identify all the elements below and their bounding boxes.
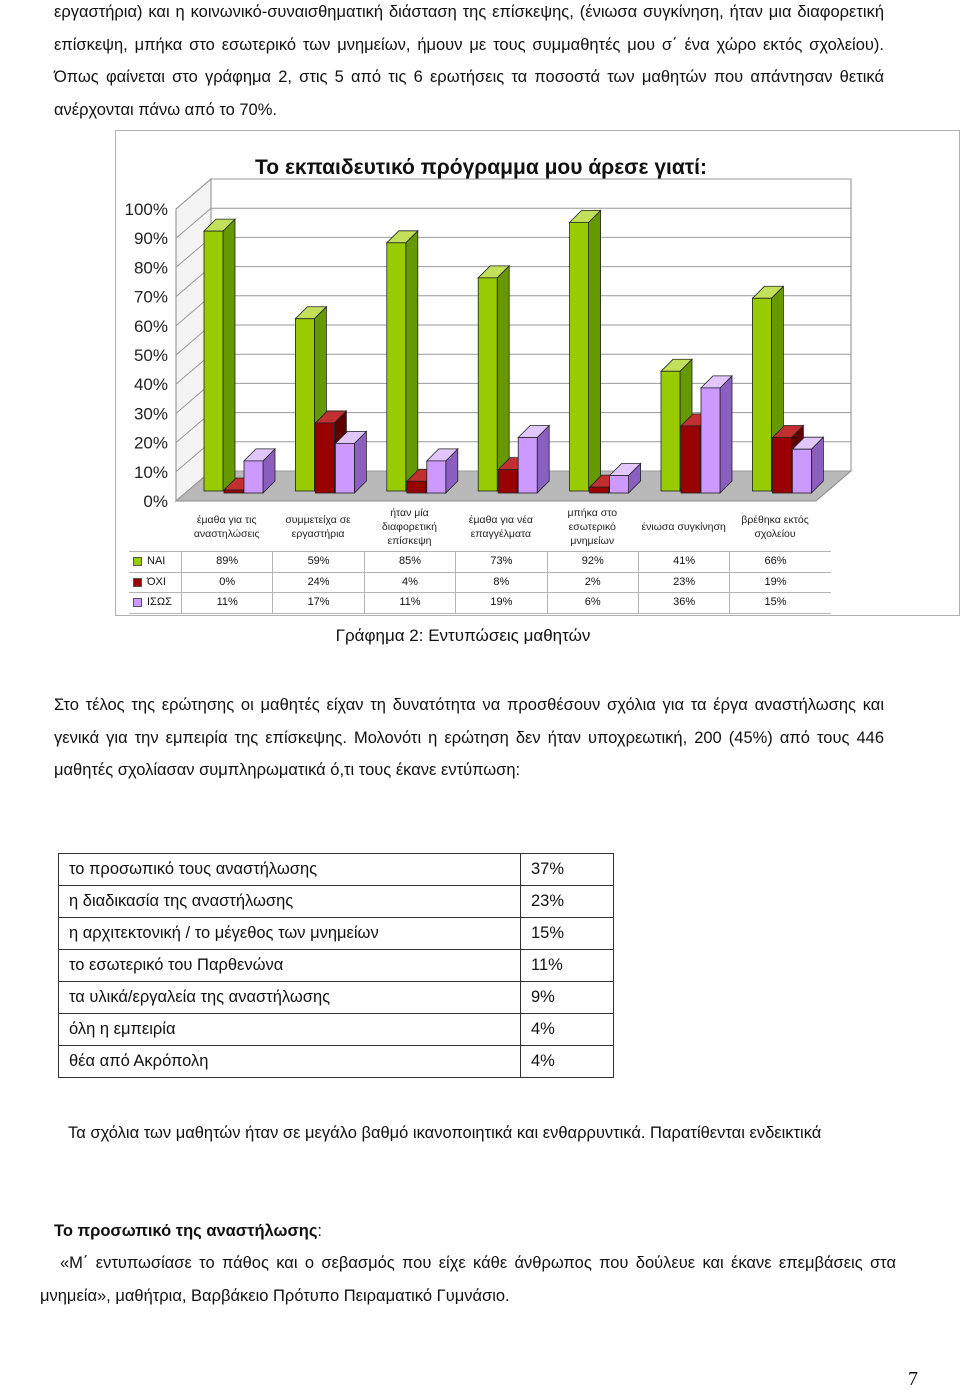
bar-nai-4 [478, 266, 509, 491]
impressions-table [58, 853, 614, 1078]
y-axis-ticks [125, 200, 168, 511]
table-cell-value: 4% [521, 1046, 614, 1078]
category-label: συμμετείχα σε εργαστήρια [285, 514, 351, 540]
data-table-value: 85% [364, 552, 455, 572]
bar-side [223, 219, 235, 491]
legend-label: ΙΣΩΣ [147, 596, 172, 609]
legend-label: ΌΧΙ [147, 575, 166, 588]
chart-walls [176, 179, 851, 501]
y-tick-label: 80% [133, 258, 168, 278]
y-tick-label: 90% [133, 229, 168, 249]
bar-isos-7 [792, 437, 823, 493]
category-label: έμαθα για τις αναστηλώσεις [193, 514, 260, 540]
y-tick-label: 50% [133, 346, 168, 365]
bar-front [590, 487, 609, 493]
y-tick-label: 100% [124, 200, 168, 219]
table-cell-label: όλη η εμπειρία [59, 1014, 521, 1046]
table-row [59, 1046, 614, 1078]
bar-side [589, 210, 601, 491]
data-table-value: 6% [547, 593, 638, 613]
bar-front [387, 243, 406, 491]
y-tick-label: 0% [143, 492, 168, 511]
bar-front [315, 423, 334, 493]
data-table-value: 89% [181, 552, 272, 572]
data-table-value: 36% [638, 593, 729, 613]
bar-front [498, 470, 517, 493]
data-table-value: 0% [181, 573, 272, 593]
table-cell-value: 37% [521, 854, 614, 886]
bar-isos-4 [518, 426, 549, 493]
table-cell-label: το εσωτερικό του Παρθενώνα [59, 950, 521, 982]
table-cell-value: 15% [521, 918, 614, 950]
bar-front [752, 298, 771, 491]
bar-front [701, 388, 720, 493]
bar-isos-2 [335, 431, 366, 493]
data-table-value: 15% [729, 593, 820, 613]
bar-front [244, 461, 263, 493]
data-table-value: 24% [272, 573, 363, 593]
data-table-value: 2% [547, 573, 638, 593]
y-tick-label: 60% [133, 316, 168, 336]
bar-chart [115, 130, 960, 616]
data-table-value: 11% [181, 593, 272, 613]
table-cell-label: τα υλικά/εργαλεία της αναστήλωσης [59, 982, 521, 1014]
bar-front [681, 426, 700, 493]
intro-paragraph: εργαστήρια) και η κοινωνικό-συναισθηματική διάσταση της επίσκεψης, (ένιωσα συγκίνηση, ήταν μια διαφορετική επίσκεψη, μπήκα στο εσωτερικό των μνημείων, ήμουν με τους συμμαθητές μου σ΄ ένα χώρο εκτός σχολείου). Όπως φαίνεται στο γράφημα 2, στις 5 από τις 6 ερωτήσεις τα ποσοστά των μαθητών που απάντησαν θετικά ανέρχονται πάνω από το 70%. [54, 3, 884, 119]
data-table-value: 11% [364, 593, 455, 613]
table-row [59, 982, 614, 1014]
table-cell-label: η αρχιτεκτονική / το μέγεθος των μνημείων [59, 918, 521, 950]
bar-nai-3 [387, 231, 418, 491]
bar-side [720, 376, 732, 493]
bar-front [204, 231, 223, 491]
bar-front [478, 278, 497, 491]
data-table-value: 19% [455, 593, 546, 613]
table-cell-value: 23% [521, 886, 614, 918]
legend-swatch [133, 557, 142, 566]
bar-front [224, 490, 243, 493]
table-cell-value: 11% [521, 950, 614, 982]
chart-title: Το εκπαιδευτικό πρόγραμμα μου άρεσε γιατί: [255, 156, 707, 179]
table-cell-label: η διαδικασία της αναστήλωσης [59, 886, 521, 918]
chart-data-table [129, 551, 831, 614]
bar-nai-5 [570, 210, 601, 491]
table-cell-label: θέα από Ακρόπολη [59, 1046, 521, 1078]
section-heading-colon: : [317, 1222, 322, 1240]
data-table-row [129, 573, 831, 594]
legend-entry [129, 573, 181, 593]
category-label: ένιωσα συγκίνηση [641, 521, 726, 533]
category-labels [129, 504, 831, 550]
legend-swatch [133, 598, 142, 607]
data-table-value: 23% [638, 573, 729, 593]
data-table-value: 17% [272, 593, 363, 613]
page-number: 7 [908, 1368, 918, 1390]
category-label: μπήκα στο εσωτερικό μνημείων [567, 507, 618, 547]
table-row [59, 918, 614, 950]
data-table-value: 59% [272, 552, 363, 572]
data-table-row [129, 593, 831, 614]
data-table-value: 8% [455, 573, 546, 593]
section-heading-text: Το προσωπικό της αναστήλωσης [54, 1222, 318, 1240]
data-table-value: 66% [729, 552, 820, 572]
bar-isos-6 [701, 376, 732, 493]
bar-front [772, 438, 791, 493]
data-table-value: 92% [547, 552, 638, 572]
y-tick-label: 40% [133, 375, 168, 395]
category-header-spacer [129, 504, 181, 550]
data-table-value: 19% [729, 573, 820, 593]
legend-swatch [133, 578, 142, 587]
table-cell-value: 4% [521, 1014, 614, 1046]
bar-front [407, 481, 426, 493]
bar-front [295, 319, 314, 491]
chart-caption: Γράφημα 2: Εντυπώσεις μαθητών [335, 626, 591, 645]
legend-entry [129, 593, 181, 613]
category-label: έμαθα για νέα επαγγέλματα [468, 514, 533, 540]
student-quote: «Μ΄ εντυπωσίασε το πάθος και ο σεβασμός που είχε κάθε άνθρωπος που δούλευε και έκανε επεμβάσεις στα μνημεία», μαθήτρια, Βαρβάκειο Πρότυπο Πειραματικό Γυμνάσιο. [40, 1254, 896, 1305]
bar-side [406, 231, 418, 491]
bar-front [570, 222, 589, 491]
legend-label: NAI [147, 555, 166, 568]
bar-front [518, 438, 537, 493]
bar-front [610, 475, 629, 493]
bar-front [792, 449, 811, 493]
data-table-row [129, 552, 831, 573]
bar-front [427, 461, 446, 493]
bar-front [661, 371, 680, 491]
results-paragraph: Τα σχόλια των μαθητών ήταν σε μεγάλο βαθμό ικανοποιητικά και ενθαρρυντικά. Παρατίθενται ενδεικτικά [68, 1124, 822, 1142]
section-heading [54, 1216, 322, 1246]
table-cell-value: 9% [521, 982, 614, 1014]
y-tick-label: 70% [133, 287, 168, 307]
category-label: ήταν μία διαφορετική επίσκεψη [381, 507, 438, 547]
table-row [59, 886, 614, 918]
data-table-value: 4% [364, 573, 455, 593]
table-row [59, 1014, 614, 1046]
bar-nai-1 [204, 219, 235, 491]
data-table-value: 41% [638, 552, 729, 572]
bar-front [335, 443, 354, 493]
comments-paragraph: Στο τέλος της ερώτησης οι μαθητές είχαν τη δυνατότητα να προσθέσουν σχόλια για τα έργα αναστήλωσης και γενικά για την εμπειρία της επίσκεψης. Μολονότι η ερώτηση δεν ήταν υποχρεωτική, 200 (45%) από τους 446 μαθητές σχολίασαν συμπληρωματικά ό,τι τους έκανε εντύπωση: [54, 696, 884, 779]
legend-entry [129, 552, 181, 572]
table-row [59, 950, 614, 982]
data-table-value: 73% [455, 552, 546, 572]
y-tick-label: 30% [133, 404, 168, 424]
y-tick-label: 20% [133, 433, 168, 453]
table-cell-label: το προσωπικό τους αναστήλωσης [59, 854, 521, 886]
table-row [59, 854, 614, 886]
y-tick-label: 10% [133, 462, 168, 482]
bar-side [497, 266, 509, 491]
category-label: βρέθηκα εκτός σχολείου [741, 514, 809, 540]
